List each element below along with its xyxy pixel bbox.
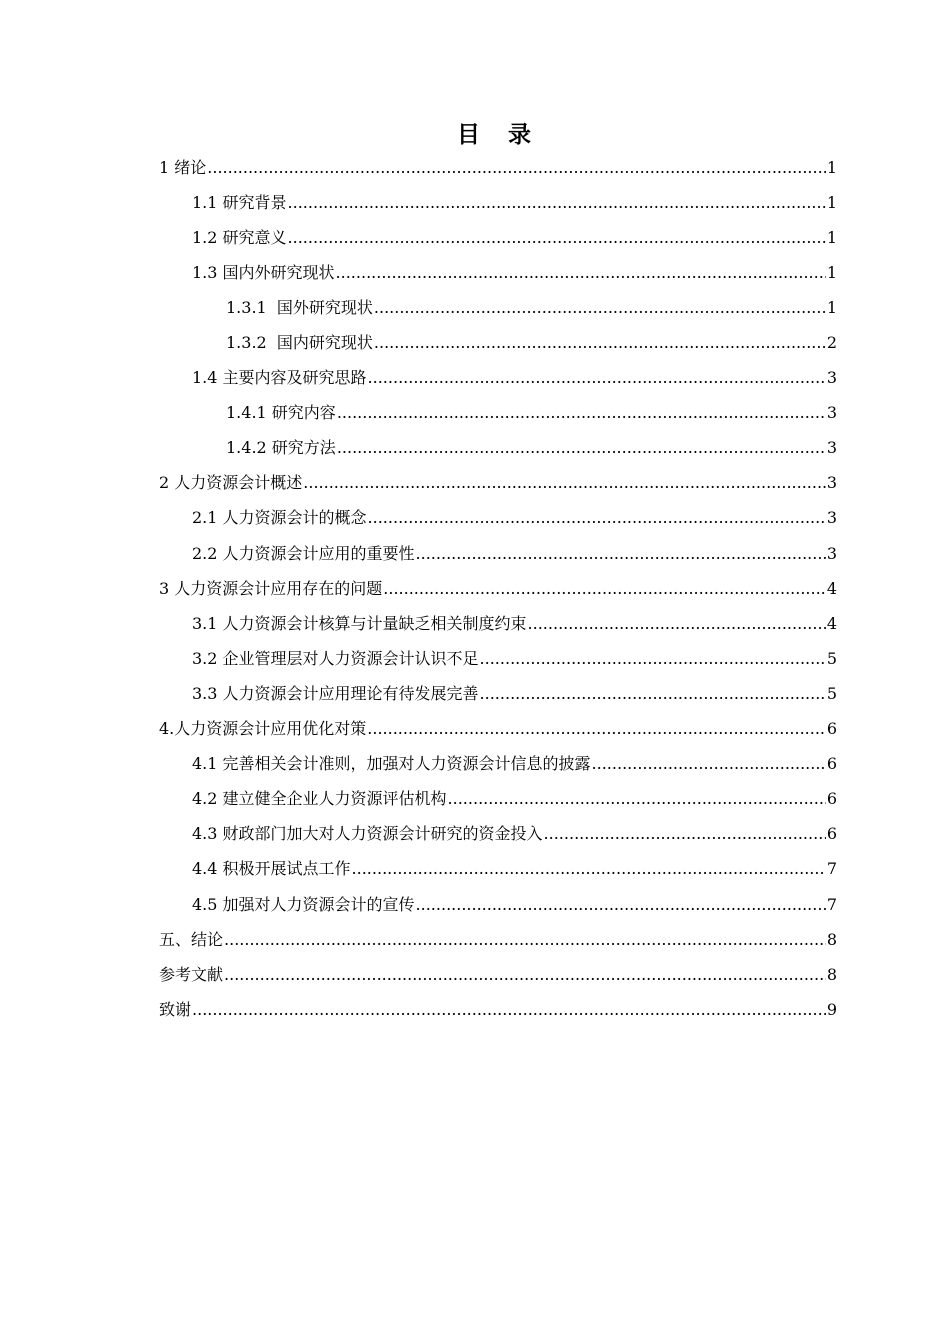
toc-entry[interactable] — [159, 396, 837, 431]
toc-entry[interactable] — [159, 536, 837, 571]
toc-entry[interactable] — [159, 185, 837, 220]
toc-entry-text: 五、结论 — [159, 929, 224, 949]
toc-page-number: 1 — [826, 192, 837, 212]
toc-leader-dots — [192, 1001, 826, 1019]
toc-page-number: 1 — [826, 227, 837, 247]
toc-entry[interactable] — [159, 290, 837, 325]
toc-entry-text: 1 绪论 — [159, 157, 207, 177]
toc-page-number: 7 — [826, 894, 837, 914]
toc-leader-dots — [367, 720, 826, 738]
toc-entry-text: 3.3 人力资源会计应用理论有待发展完善 — [192, 683, 479, 703]
toc-leader-dots — [368, 509, 826, 527]
toc-entry[interactable] — [159, 782, 837, 817]
toc-leader-dots — [337, 404, 826, 422]
toc-leader-dots — [374, 299, 826, 317]
toc-leader-dots — [383, 580, 826, 598]
toc-entry-text: 1.4.1 研究内容 — [226, 403, 336, 423]
toc-entry[interactable] — [159, 957, 837, 992]
toc-entry-text: 3.1 人力资源会计核算与计量缺乏相关制度约束 — [192, 613, 527, 633]
toc-entry[interactable] — [159, 466, 837, 501]
toc-entry-text: 4.2 建立健全企业人力资源评估机构 — [192, 789, 447, 809]
toc-list — [159, 150, 837, 1027]
toc-entry-text: 1.2 研究意义 — [192, 227, 287, 247]
toc-entry[interactable] — [159, 712, 837, 747]
toc-page-number: 4 — [826, 578, 837, 598]
toc-page-number: 4 — [826, 613, 837, 633]
toc-entry[interactable] — [159, 220, 837, 255]
toc-page-number: 2 — [826, 333, 837, 353]
toc-page-number: 7 — [826, 859, 837, 879]
toc-page-number: 1 — [826, 262, 837, 282]
toc-entry-text: 1.4 主要内容及研究思路 — [192, 368, 367, 388]
toc-page-number: 3 — [826, 508, 837, 528]
toc-entry-text: 4.人力资源会计应用优化对策 — [159, 719, 367, 739]
toc-entry[interactable] — [159, 852, 837, 887]
toc-entry[interactable] — [159, 817, 837, 852]
toc-leader-dots — [352, 860, 826, 878]
toc-entry[interactable] — [159, 325, 837, 360]
toc-entry[interactable] — [159, 922, 837, 957]
toc-title: 目 录 — [456, 121, 541, 148]
toc-entry-text: 1.3 国内外研究现状 — [192, 262, 335, 282]
toc-entry-text: 致谢 — [159, 999, 192, 1019]
toc-entry[interactable] — [159, 255, 837, 290]
toc-leader-dots — [224, 931, 826, 949]
toc-page-number: 1 — [826, 297, 837, 317]
toc-page-number: 3 — [826, 438, 837, 458]
toc-page-number: 5 — [826, 648, 837, 668]
toc-leader-dots — [337, 439, 826, 457]
toc-leader-dots — [288, 229, 826, 247]
toc-entry-text: 1.3.1 国外研究现状 — [226, 297, 373, 317]
toc-page-number: 3 — [826, 403, 837, 423]
toc-entry-text: 4.5 加强对人力资源会计的宣传 — [192, 894, 415, 914]
toc-leader-dots — [374, 334, 826, 352]
toc-page-number: 8 — [826, 929, 837, 949]
toc-page-number: 3 — [826, 473, 837, 493]
toc-page-number: 9 — [826, 999, 837, 1019]
toc-entry[interactable] — [159, 150, 837, 185]
toc-entry[interactable] — [159, 676, 837, 711]
toc-entry[interactable] — [159, 361, 837, 396]
toc-leader-dots — [416, 545, 826, 563]
toc-entry-text: 2.1 人力资源会计的概念 — [192, 508, 367, 528]
toc-entry-text: 3.2 企业管理层对人力资源会计认识不足 — [192, 648, 479, 668]
toc-leader-dots — [480, 650, 826, 668]
toc-entry-text: 4.3 财政部门加大对人力资源会计研究的资金投入 — [192, 824, 543, 844]
toc-entry-text: 4.4 积极开展试点工作 — [192, 859, 351, 879]
toc-leader-dots — [544, 825, 826, 843]
toc-leader-dots — [480, 685, 826, 703]
toc-leader-dots — [528, 615, 826, 633]
toc-leader-dots — [303, 474, 826, 492]
toc-page-number: 5 — [826, 683, 837, 703]
toc-entry-text: 1.3.2 国内研究现状 — [226, 333, 373, 353]
toc-page-number: 6 — [826, 824, 837, 844]
toc-entry[interactable] — [159, 606, 837, 641]
toc-leader-dots — [368, 369, 826, 387]
toc-leader-dots — [592, 755, 826, 773]
toc-entry[interactable] — [159, 431, 837, 466]
toc-page-number: 3 — [826, 543, 837, 563]
toc-leader-dots — [288, 194, 826, 212]
toc-page-number: 8 — [826, 964, 837, 984]
toc-entry-text: 1.4.2 研究方法 — [226, 438, 336, 458]
toc-leader-dots — [448, 790, 826, 808]
toc-page-number: 3 — [826, 368, 837, 388]
toc-entry[interactable] — [159, 641, 837, 676]
toc-entry-text: 参考文献 — [159, 964, 224, 984]
toc-entry-text: 2.2 人力资源会计应用的重要性 — [192, 543, 415, 563]
toc-entry-text: 1.1 研究背景 — [192, 192, 287, 212]
toc-entry[interactable] — [159, 501, 837, 536]
toc-page-number: 6 — [826, 789, 837, 809]
toc-entry[interactable] — [159, 747, 837, 782]
toc-entry[interactable] — [159, 887, 837, 922]
toc-leader-dots — [224, 966, 826, 984]
toc-page-number: 1 — [826, 157, 837, 177]
toc-leader-dots — [416, 896, 826, 914]
toc-page-number: 6 — [826, 719, 837, 739]
toc-leader-dots — [336, 264, 826, 282]
toc-entry-text: 4.1 完善相关会计准则，加强对人力资源会计信息的披露 — [192, 754, 591, 774]
toc-entry-text: 3 人力资源会计应用存在的问题 — [159, 578, 383, 598]
toc-entry[interactable] — [159, 571, 837, 606]
toc-leader-dots — [207, 159, 826, 177]
toc-page-number: 6 — [826, 754, 837, 774]
toc-entry[interactable] — [159, 992, 837, 1027]
toc-entry-text: 2 人力资源会计概述 — [159, 473, 303, 493]
